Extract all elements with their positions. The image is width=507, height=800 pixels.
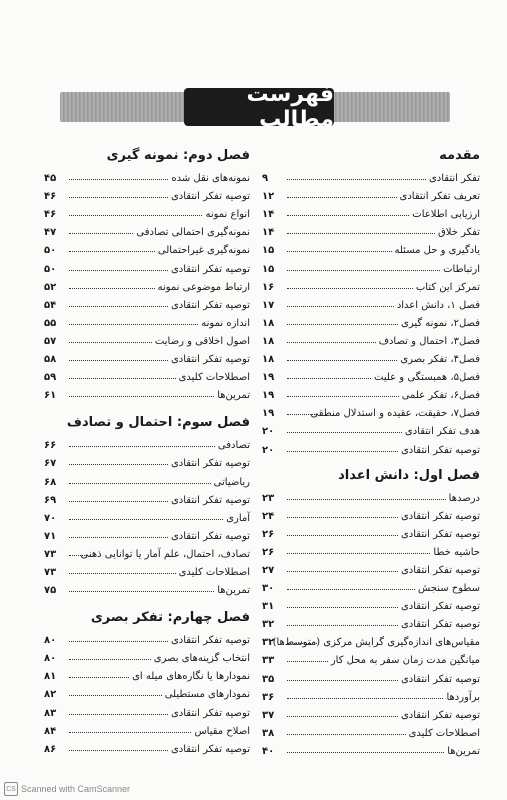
toc-entry-label: آماری (226, 512, 250, 524)
watermark-text: Scanned with CamScanner (21, 784, 131, 794)
toc-entry-page-number: ۱۸ (262, 354, 275, 366)
toc-entry (262, 365, 480, 383)
toc-entry-page-number: ۸۳ (44, 707, 57, 719)
dot-leader (69, 396, 214, 397)
dot-leader (69, 360, 168, 361)
toc-entry-page-number: ۱۸ (262, 317, 275, 329)
toc-entry (262, 383, 480, 401)
toc-entry-page-number: ۸۲ (44, 689, 57, 701)
toc-entry (44, 542, 250, 560)
toc-entry-label: مقیاس‌های اندازه‌گیری گرایش مرکزی (متوسط‌ها) (272, 637, 480, 649)
toc-entry-page-number: ۳۵ (262, 673, 275, 685)
toc-entry (262, 437, 480, 455)
dot-leader (287, 643, 317, 644)
page-title: فهرست مطالب (184, 88, 334, 126)
toc-entry-label: توصیه تفکر انتقادی (170, 707, 250, 719)
dot-leader (287, 270, 440, 271)
toc-entry-page-number: ۵۷ (44, 335, 57, 347)
toc-entry-page-number: ۲۷ (262, 564, 275, 576)
dot-leader (69, 179, 168, 180)
toc-entry (44, 184, 250, 202)
toc-entry (262, 558, 480, 576)
toc-right-column (262, 146, 480, 757)
toc-entry-page-number: ۸۱ (44, 671, 57, 683)
toc-entry-page-number: ۹ (262, 173, 269, 185)
toc-entry-label: برآوردها (446, 691, 480, 703)
dot-leader (69, 573, 176, 574)
toc-entry-label: اصطلاحات کلیدی (178, 566, 250, 578)
toc-entry-label: تصادف، احتمال، علم آمار یا توانایی ذهنی (80, 548, 250, 560)
dot-leader (287, 535, 398, 536)
toc-entry (262, 630, 480, 648)
toc-entry-label: نمودارها یا نگاره‌های میله ای (132, 671, 250, 683)
dot-leader (69, 483, 211, 484)
toc-entry (262, 540, 480, 558)
toc-entry-label: تمرکز این کتاب (415, 281, 480, 293)
toc-entry-label: نمونه‌گیری غیراحتمالی (157, 245, 250, 257)
toc-entry-page-number: ۲۶ (262, 528, 275, 540)
toc-entry-label: حاشیه خطا (433, 546, 480, 558)
toc-entry (44, 433, 250, 451)
dot-leader (69, 215, 202, 216)
toc-entry-page-number: ۴۵ (44, 173, 57, 185)
toc-entry-label: ارتباط موضوعی نمونه (157, 281, 250, 293)
toc-list-chapter4 (44, 628, 250, 755)
toc-entry (44, 578, 250, 596)
dot-leader (287, 432, 402, 433)
toc-entry-label: توصیه تفکر انتقادی (170, 530, 250, 542)
dot-leader (287, 553, 430, 554)
dot-leader (69, 695, 162, 696)
dot-leader (287, 571, 398, 572)
section-title-chapter1: فصل اول: دانش اعداد (338, 467, 480, 483)
toc-entry-page-number: ۳۷ (262, 709, 275, 721)
toc-entry (44, 311, 250, 329)
toc-entry (262, 666, 480, 684)
toc-entry (262, 486, 480, 504)
toc-entry-page-number: ۱۷ (262, 299, 275, 311)
scanner-watermark (4, 782, 130, 796)
dot-leader (287, 716, 398, 717)
toc-entry-page-number: ۶۷ (44, 458, 57, 470)
toc-entry-label: تفکر انتقادی (428, 173, 480, 185)
toc-entry-label: توصیه تفکر انتقادی (170, 458, 250, 470)
toc-entry (262, 238, 480, 256)
dot-leader (287, 680, 398, 681)
toc-entry-page-number: ۷۵ (44, 585, 57, 597)
section-title-intro: مقدمه (439, 148, 480, 163)
toc-entry (262, 522, 480, 540)
toc-entry-page-number: ۱۸ (262, 335, 275, 347)
dot-leader (287, 752, 444, 753)
toc-entry (44, 383, 250, 401)
toc-entry-page-number: ۵۰ (44, 245, 57, 257)
dot-leader (287, 625, 398, 626)
toc-entry (262, 220, 480, 238)
camscanner-logo-icon: CS (4, 782, 18, 796)
toc-entry (262, 311, 480, 329)
dot-leader (287, 288, 413, 289)
toc-entry (262, 739, 480, 757)
dot-leader (69, 342, 152, 343)
toc-entry-page-number: ۲۴ (262, 510, 275, 522)
toc-entry-label: انتخاب گزینه‌های بصری (153, 653, 250, 665)
toc-entry (44, 275, 250, 293)
toc-entry-page-number: ۴۶ (44, 209, 57, 221)
dot-leader (69, 464, 168, 465)
toc-entry-label: توصیه تفکر انتقادی (170, 191, 250, 203)
dot-leader (287, 661, 328, 662)
toc-entry (262, 594, 480, 612)
toc-entry (44, 238, 250, 256)
toc-entry-label: تمرین‌ها (217, 585, 250, 597)
toc-entry (44, 347, 250, 365)
toc-entry-label: ارزیابی اطلاعات (412, 209, 480, 221)
dot-leader (287, 251, 392, 252)
toc-entry-page-number: ۱۵ (262, 263, 275, 275)
dot-leader (69, 197, 168, 198)
toc-entry-page-number: ۵۴ (44, 299, 57, 311)
toc-entry-label: نمونه‌گیری احتمالی تصادفی (136, 227, 250, 239)
toc-entry (44, 469, 250, 487)
toc-entry (44, 719, 250, 737)
dot-leader (69, 732, 191, 733)
toc-entry (262, 419, 480, 437)
toc-entry-label: فصل۲، نمونه گیری (401, 317, 480, 329)
dot-leader (287, 215, 409, 216)
toc-entry-label: فصل۷، حقیقت، عقیده و استدلال منطقی (310, 408, 480, 420)
dot-leader (69, 555, 87, 556)
toc-entry-page-number: ۱۹ (262, 390, 275, 402)
toc-entry-page-number: ۷۳ (44, 548, 57, 560)
toc-entry-page-number: ۳۲ (262, 619, 275, 631)
toc-entry-label: تمرین‌ها (217, 390, 250, 402)
toc-entry (262, 202, 480, 220)
dot-leader (287, 197, 397, 198)
dot-leader (287, 589, 415, 590)
dot-leader (69, 270, 168, 271)
dot-leader (69, 446, 215, 447)
toc-entry-label: سطوح سنجش (418, 583, 480, 595)
dot-leader (69, 306, 168, 307)
toc-entry-label: اندازه نمونه (201, 317, 250, 329)
toc-entry-page-number: ۱۲ (262, 191, 275, 203)
toc-entry (262, 347, 480, 365)
toc-entry-page-number: ۲۰ (262, 426, 275, 438)
toc-entry (262, 576, 480, 594)
toc-entry-label: فصل۳، احتمال و تصادف (378, 335, 480, 347)
dot-leader (287, 517, 398, 518)
dot-leader (69, 324, 198, 325)
dot-leader (287, 607, 398, 608)
toc-entry (44, 560, 250, 578)
section-title-chapter4: فصل چهارم: تفکر بصری (90, 610, 250, 626)
toc-entry (44, 202, 250, 220)
toc-entry (262, 648, 480, 666)
toc-entry-page-number: ۸۶ (44, 743, 57, 755)
toc-entry (44, 293, 250, 311)
toc-entry-label: هدف تفکر انتقادی (404, 426, 480, 438)
toc-entry (262, 166, 480, 184)
toc-entry-page-number: ۱۹ (262, 408, 275, 420)
dot-leader (287, 306, 394, 307)
toc-entry-page-number: ۲۳ (262, 492, 275, 504)
section-title-chapter2: فصل دوم: نمونه گیری (106, 148, 250, 163)
toc-entry (262, 721, 480, 739)
toc-entry (44, 329, 250, 347)
toc-entry-label: تصادفی (217, 440, 250, 452)
toc-entry-page-number: ۶۹ (44, 494, 57, 506)
dot-leader (287, 378, 371, 379)
toc-entry-page-number: ۲۶ (262, 546, 275, 558)
section-title-chapter3: فصل سوم: احتمال و تصادف (66, 415, 250, 431)
toc-entry (44, 256, 250, 274)
toc-entry-page-number: ۶۸ (44, 476, 57, 488)
toc-entry-label: ریاضیاتی (213, 476, 250, 488)
toc-entry-page-number: ۷۰ (44, 512, 57, 524)
toc-entry-page-number: ۵۹ (44, 372, 57, 384)
toc-list-chapter1 (262, 486, 480, 757)
toc-entry (44, 682, 250, 700)
toc-entry (262, 703, 480, 721)
toc-entry-label: نمودارهای مستطیلی (164, 689, 250, 701)
toc-entry-label: توصیه تفکر انتقادی (170, 299, 250, 311)
toc-entry (262, 293, 480, 311)
toc-entry-label: توصیه تفکر انتقادی (170, 635, 250, 647)
dot-leader (69, 378, 176, 379)
toc-entry-label: اصول اخلاقی و رضایت (154, 335, 250, 347)
dot-leader (287, 233, 435, 234)
toc-entry-label: فصل۴، تفکر بصری (400, 354, 480, 366)
toc-entry (262, 329, 480, 347)
toc-entry-page-number: ۵۵ (44, 317, 57, 329)
toc-entry-page-number: ۳۱ (262, 601, 275, 613)
toc-entry (44, 451, 250, 469)
dot-leader (287, 324, 398, 325)
dot-leader (287, 734, 406, 735)
toc-entry (262, 184, 480, 202)
toc-entry-label: میانگین مدت زمان سفر به محل کار (330, 655, 480, 667)
toc-entry-page-number: ۵۲ (44, 281, 57, 293)
toc-entry-page-number: ۳۳ (262, 655, 275, 667)
toc-entry-page-number: ۴۰ (262, 745, 275, 757)
toc-entry-page-number: ۱۵ (262, 245, 275, 257)
toc-list-chapter3 (44, 433, 250, 596)
dot-leader (69, 677, 129, 678)
toc-entry-label: توصیه تفکر انتقادی (400, 510, 480, 522)
toc-entry-page-number: ۷۳ (44, 566, 57, 578)
toc-entry-page-number: ۲۰ (262, 444, 275, 456)
toc-entry (44, 365, 250, 383)
dot-leader (287, 342, 376, 343)
toc-entry-page-number: ۶۱ (44, 390, 57, 402)
toc-entry-page-number: ۵۰ (44, 263, 57, 275)
toc-entry-page-number: ۸۰ (44, 653, 57, 665)
dot-leader (69, 251, 155, 252)
toc-entry-label: فصل ۱، دانش اعداد (396, 299, 480, 311)
dot-leader (69, 641, 168, 642)
toc-entry (262, 256, 480, 274)
toc-entry-label: توصیه تفکر انتقادی (170, 354, 250, 366)
toc-entry-label: انواع نمونه (205, 209, 250, 221)
toc-entry (44, 628, 250, 646)
toc-entry (44, 488, 250, 506)
toc-entry (262, 685, 480, 703)
dot-leader (69, 537, 168, 538)
toc-entry (44, 700, 250, 718)
toc-entry-label: توصیه تفکر انتقادی (400, 601, 480, 613)
toc-entry-page-number: ۷۱ (44, 530, 57, 542)
toc-entry (262, 275, 480, 293)
toc-entry-label: نمونه‌های نقل شده (171, 173, 250, 185)
toc-entry-page-number: ۸۰ (44, 635, 57, 647)
dot-leader (287, 396, 399, 397)
toc-entry-label: اصلاح مقیاس (194, 725, 250, 737)
toc-entry-label: توصیه تفکر انتقادی (170, 494, 250, 506)
toc-entry-page-number: ۳۲ (262, 637, 275, 649)
toc-entry-page-number: ۳۸ (262, 727, 275, 739)
toc-entry (44, 646, 250, 664)
dot-leader (69, 659, 151, 660)
toc-entry-label: تمرین‌ها (447, 745, 480, 757)
toc-entry (44, 166, 250, 184)
dot-leader (69, 714, 168, 715)
toc-entry-page-number: ۸۴ (44, 725, 57, 737)
toc-entry-label: اصطلاحات کلیدی (178, 372, 250, 384)
toc-entry-page-number: ۳۶ (262, 691, 275, 703)
toc-entry-page-number: ۱۴ (262, 227, 275, 239)
toc-entry-label: توصیه تفکر انتقادی (400, 709, 480, 721)
dot-leader (69, 519, 223, 520)
dot-leader (287, 360, 397, 361)
toc-entry-page-number: ۶۶ (44, 440, 57, 452)
toc-entry-label: درصدها (448, 492, 480, 504)
toc-entry-label: فصل۶، تفکر علمی (401, 390, 480, 402)
toc-entry (44, 664, 250, 682)
toc-entry-label: اصطلاحات کلیدی (408, 727, 480, 739)
dot-leader (287, 698, 443, 699)
toc-entry-page-number: ۱۴ (262, 209, 275, 221)
toc-entry-label: توصیه تفکر انتقادی (400, 528, 480, 540)
toc-entry-page-number: ۴۷ (44, 227, 57, 239)
toc-entry-label: توصیه تفکر انتقادی (400, 564, 480, 576)
toc-entry-label: توصیه تفکر انتقادی (170, 743, 250, 755)
toc-left-column (44, 146, 250, 755)
dot-leader (69, 501, 168, 502)
dot-leader (69, 233, 133, 234)
toc-entry (44, 524, 250, 542)
toc-entry-page-number: ۴۶ (44, 191, 57, 203)
toc-entry-label: تفکر خلاق (438, 227, 480, 239)
toc-entry-page-number: ۱۶ (262, 281, 275, 293)
toc-entry-page-number: ۳۰ (262, 583, 275, 595)
toc-entry (262, 612, 480, 630)
dot-leader (287, 499, 446, 500)
toc-entry-label: ارتباطات (443, 263, 480, 275)
dot-leader (287, 451, 398, 452)
dot-leader (287, 179, 426, 180)
toc-entry-page-number: ۵۸ (44, 354, 57, 366)
toc-entry (262, 401, 480, 419)
toc-entry-label: توصیه تفکر انتقادی (400, 673, 480, 685)
toc-entry-label: فصل۵، همبستگی و علیت (374, 372, 480, 384)
toc-list-intro (262, 166, 480, 456)
dot-leader (287, 414, 317, 415)
dot-leader (69, 591, 214, 592)
toc-entry-label: توصیه تفکر انتقادی (400, 444, 480, 456)
toc-list-chapter2 (44, 166, 250, 401)
toc-entry-page-number: ۱۹ (262, 372, 275, 384)
dot-leader (69, 288, 155, 289)
toc-entry (44, 220, 250, 238)
toc-entry (44, 506, 250, 524)
toc-entry-label: توصیه تفکر انتقادی (400, 619, 480, 631)
toc-entry-label: یادگیری و حل مسئله (394, 245, 480, 257)
toc-entry-label: تعریف تفکر انتقادی (399, 191, 480, 203)
toc-entry (44, 737, 250, 755)
toc-entry (262, 504, 480, 522)
dot-leader (69, 750, 168, 751)
toc-entry-label: توصیه تفکر انتقادی (170, 263, 250, 275)
